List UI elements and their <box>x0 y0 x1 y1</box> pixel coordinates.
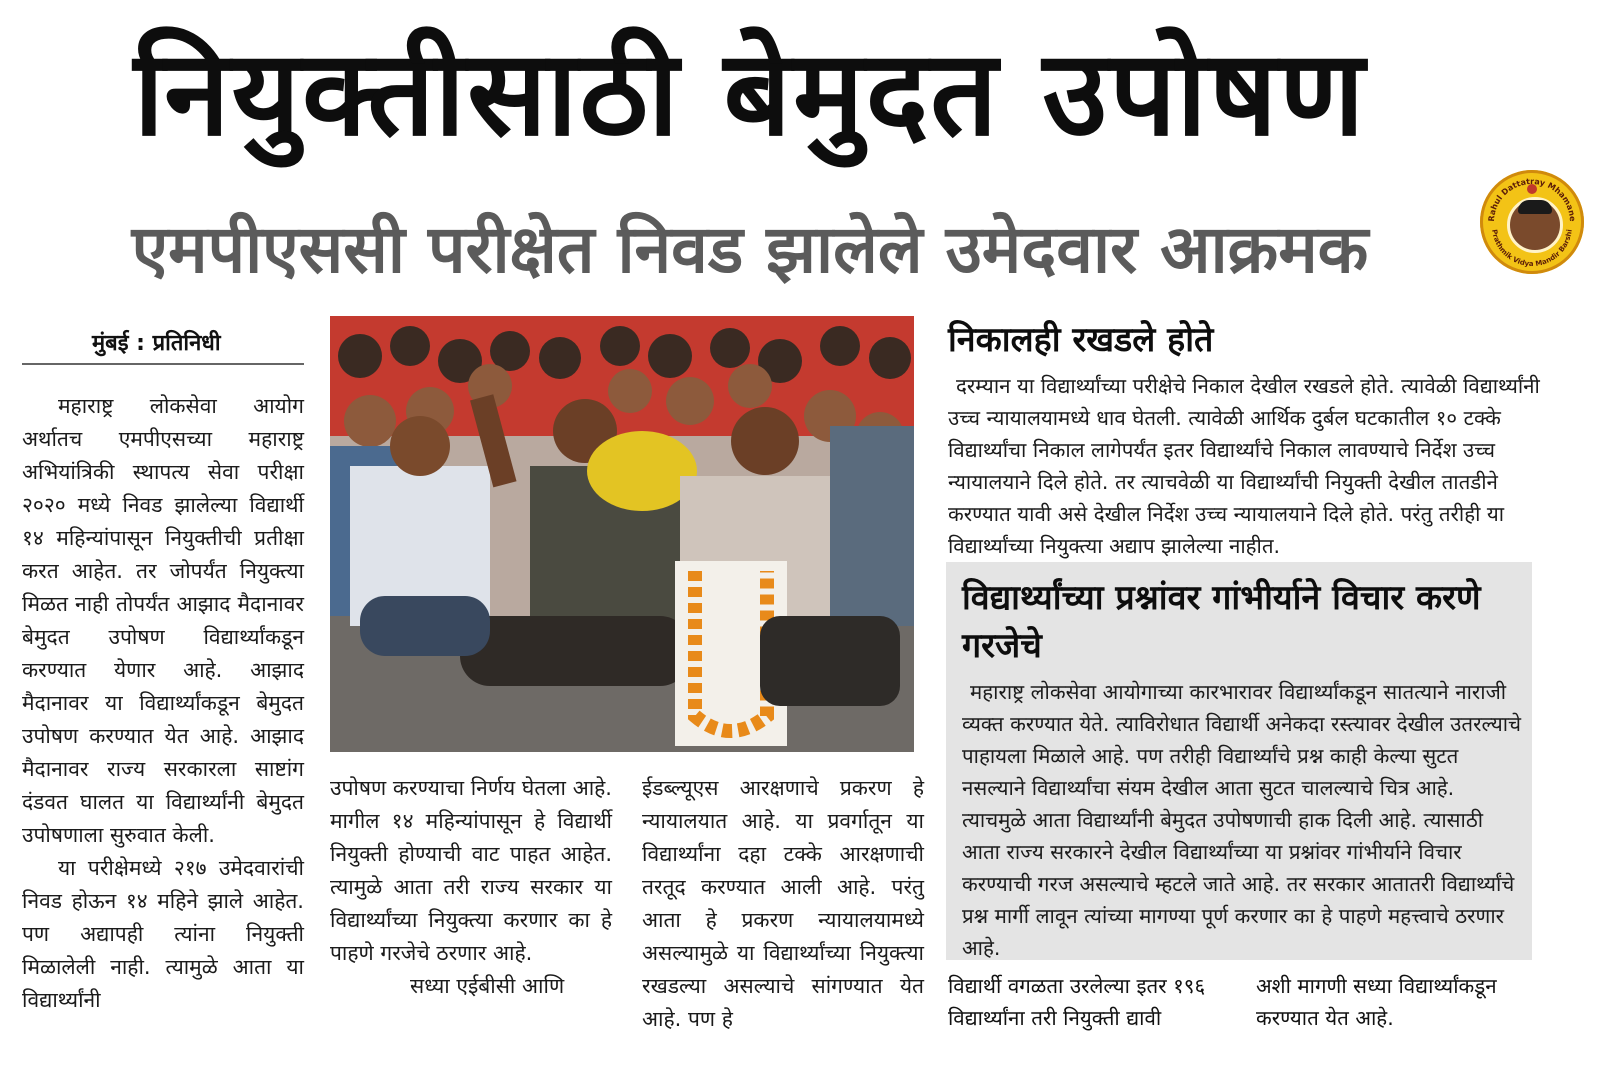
badge-ring-text <box>1480 170 1584 274</box>
svg-text:Rahul Dattatray Mhamane <box>1487 177 1577 222</box>
subheadline: एमपीएससी परीक्षेत निवड झालेले उमेदवार आक्रमक <box>131 211 1369 288</box>
paragraph: उपोषण करण्याचा निर्णय घेतला आहे. मागील १४ महिन्यांपासून हे विद्यार्थी नियुक्ती होण्याची वाट पाहत आहेत. त्यामुळे आता तरी राज्य सरकार या विद्यार्थ्यांच्या नियुक्त्या करणार का हे पाहणे गरजेचे ठरणार आहे. <box>330 776 612 965</box>
article-column-1 <box>22 390 304 1017</box>
paragraph: महाराष्ट्र लोकसेवा आयोग अर्थातच एमपीएसच्या महाराष्ट्र अभियांत्रिकी स्थापत्य सेवा परीक्षा २०२० मध्ये निवड झालेल्या विद्यार्थी १४ महिन्यांपासून नियुक्तीची प्रतीक्षा करत आहेत. तर जोपर्यंत नियुक्त्या मिळत नाही तोपर्यंत आझाद मैदानावर बेमुदत उपोषण विद्यार्थ्यांकडून करण्यात येणार आहे. आझाद मैदानावर या विद्यार्थ्यांकडून बेमुदत उपोषण करण्यात येत आहे. आझाद मैदानावर राज्य सरकारला साष्टांग दंडवत घालत या विद्यार्थ्यांनी बेमुदत उपोषणाला सुरुवात केली. <box>22 394 304 847</box>
paragraph: सध्या एईबीसी आणि <box>410 974 565 998</box>
section-heading: निकालही रखडले होते <box>948 320 1214 360</box>
article-column-2 <box>330 772 612 1003</box>
headline: नियुक्तीसाठी बेमुदत उपोषण <box>133 24 1367 162</box>
article-column-3 <box>642 772 924 1036</box>
bottom-column-a: विद्यार्थी वगळता उरलेल्या इतर १९६ विद्यार्थ्यांना तरी नियुक्ती द्यावी <box>948 974 1206 1030</box>
paragraph: या परीक्षेमध्ये २१७ उमेदवारांची निवड होऊन १४ महिने झाले आहेत. पण अद्यापही त्यांना नियुक्ती मिळालेली नाही. त्यामुळे आता या विद्यार्थ्यांनी <box>22 856 304 1012</box>
badge-top-text: Rahul Dattatray Mhamane <box>1486 176 1578 222</box>
protest-photo <box>330 316 914 752</box>
paragraph: ईडब्ल्यूएस आरक्षणाचे प्रकरण हे न्यायालयात आहे. या प्रवर्गातून या विद्यार्थ्यांना दहा टक्के आरक्षणाची तरतूद करण्यात आली आहे. परंतु आता हे प्रकरण न्यायालयामध्ये असल्यामुळे या विद्यार्थ्यांच्या नियुक्त्या रखडल्या असल्याचे सांगण्यात येत आहे. पण हे <box>642 776 924 1031</box>
bottom-column-b: अशी मागणी सध्या विद्यार्थ्यांकडून करण्यात येत आहे. <box>1256 974 1497 1030</box>
column-rule <box>22 363 304 365</box>
section-body: दरम्यान या विद्यार्थ्यांच्या परीक्षेचे निकाल देखील रखडले होते. त्यावेळी विद्यार्थ्यांनी उच्च न्यायालयामध्ये धाव घेतली. त्यावेळी आर्थिक दुर्बल घटकातील १० टक्के विद्यार्थ्यांचा निकाल लागेपर्यंत इतर विद्यार्थ्यांचे निकाल लावण्याचे निर्देश उच्च न्यायालयाने दिले होते. तर त्याचवेळी या विद्यार्थ्यांची नियुक्ती देखील तातडीने करण्यात यावी असे देखील निर्देश उच्च न्यायालयाने दिले होते. परंतु तरीही या विद्यार्थ्यांच्या नियुक्त्या अद्याप झालेल्या नाहीत. <box>948 374 1540 558</box>
profile-badge <box>1480 170 1584 274</box>
boxed-section-body: महाराष्ट्र लोकसेवा आयोगाच्या कारभारावर विद्यार्थ्यांकडून सातत्याने नाराजी व्यक्त करण्यात येते. त्याविरोधात विद्यार्थी अनेकदा रस्त्यावर देखील उतरल्याचे पाहायला मिळाले आहे. पण तरीही विद्यार्थ्यांचे प्रश्न काही केल्या सुटत नसल्याने विद्यार्थ्यांचा संयम देखील आता सुटत चालल्याचे चित्र आहे. त्याचमुळे आता विद्यार्थ्यांनी बेमुदत उपोषणाची हाक दिली आहे. त्यासाठी आता राज्य सरकारने देखील विद्यार्थ्यांच्या या प्रश्नांवर गांभीर्याने विचार करण्याची गरज असल्याचे म्हटले जाते आहे. तर सरकार आतातरी विद्यार्थ्यांचे प्रश्न मार्गी लावून त्यांच्या मागण्या पूर्ण करणार का हे पाहणे महत्त्वाचे ठरणार आहे. <box>962 680 1522 960</box>
protest-photo-illustration <box>330 316 914 752</box>
boxed-section-heading: विद्यार्थ्यांच्या प्रश्नांवर गांभीर्याने विचार करणे गरजेचे <box>962 578 1481 666</box>
dateline: मुंबई : प्रतिनिधी <box>92 331 221 356</box>
badge-bottom-text: Prathmik Vidya Mandir Barshi <box>1490 228 1574 269</box>
svg-text:Prathmik Vidya Mandir Barshi <box>1490 229 1574 268</box>
